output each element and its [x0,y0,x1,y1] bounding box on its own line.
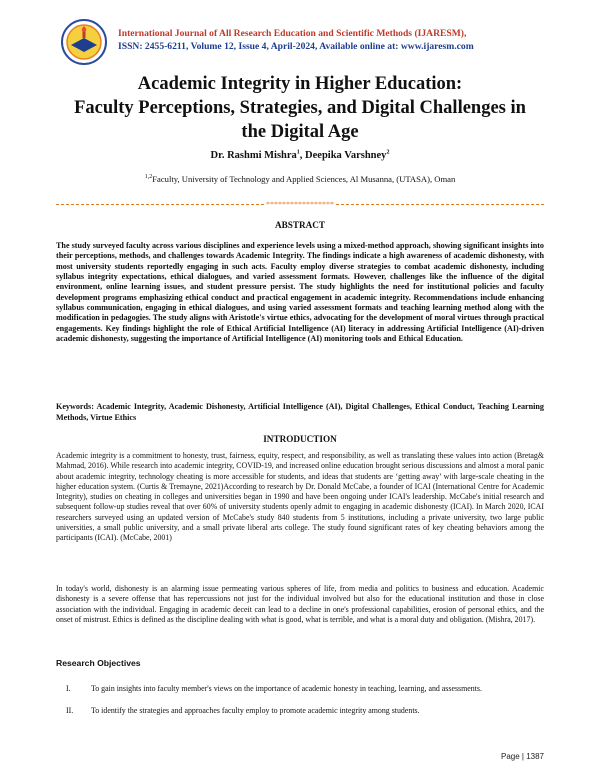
abstract-heading: ABSTRACT [274,220,326,230]
author-2: Deepika Varshney [305,150,387,161]
section-divider [56,200,544,208]
journal-logo [60,18,108,66]
objective-number: II. [66,706,74,715]
issn-text: ISSN: 2455-6211, Volume 12, Issue 4, April-2024, Available online at: [118,41,401,52]
objective-text: To gain insights into faculty member's views on the importance of academic honesty in teaching, learning, and assessments. [91,684,482,693]
introduction-paragraph-2: In today's world, dishonesty is an alarming issue permeating various spheres of life, from media and politics to business and education. Academic dishonesty is a severe offense that has repercussions not just for the individual involved but also for the educational institution and those in close association with the individual. Engaging in academic deceit can lead to a decline in one's professional capabilities, erosion of personal ethics, and the onset of mistrust. Ethics is defined as the discipline dealing with what is good, what is terrible, and what is a moral duty and obligation. (Mishra, 2017). [56,584,544,624]
author-1-superscript: 1 [296,149,300,156]
affiliation-superscript: 1,2 [144,174,153,181]
abstract-text: The study surveyed faculty across various disciplines and experience levels using a mixed-method approach, showing significant insights into their perceptions, methods, and challenges towards Academic Integrity. The findings indicate a high awareness of academic dishonesty, with most university students reportedly engaging in such acts. Faculty employ diverse strategies to combat academic dishonesty, including syllabus integrity expectations, ethical dialogues, and varied assessment formats. However, challenges like the influence of the digital environment, online learning issues, and student pressure persist. The study highlights the need for institutional policies and faculty development programs emphasizing ethical conduct and practical engagement in academic integrity. Recommendations include enhancing syllabus communication, engaging in ethical dialogues, and using varied assessment formats and teaching learning method along with the modification in pedagogies. The study aligns with Aristotle's virtue ethics, advocating for the development of moral virtues through practical engagements. Key findings highlight the role of Ethical Artificial Intelligence (AI) literacy in addressing Artificial Intelligence (AI)-driven academic dishonesty, suggesting the importance of Artificial Intelligence (AI) monitoring tools and Ethical Education. [56,241,544,344]
affiliation-text: Faculty, University of Technology and Applied Sciences, Al Musanna, (UTASA), Oman [152,174,456,184]
journal-name: International Journal of All Research Education and Scientific Methods (IJARESM), [118,28,467,39]
title-line-1: Academic Integrity in Higher Education: [137,74,463,94]
objective-item [56,684,544,706]
introduction-paragraph-1: Academic integrity is a commitment to honesty, trust, fairness, equity, respect, and responsibility, as well as translating these values into action (Bretag& Mahmad, 2016). While research into academic integrity, COVID-19, and increased online education brought serious discussions and almost a moral panic about academic integrity, technology cheating is more accessible for students, and ideas that students are ‘getting away’ with large-scale cheating in the higher education system. (Curtis & Tremayne, 2021)According to research by Dr. Donald McCabe, a founder of ICAI (International Centre for Academic Integrity), studies on cheating in colleges and universities began in 1990 and have been ongoing under ICAI's leadership. McCabe's initial research and subsequent follow-up studies reveal that over 60% of university students openly admit to engaging in academic dishonesty (ICAI). In March 2020, ICAI researchers surveyed using an updated version of McCabe's study 840 students from 5 institutions, including a private university, two large public universities, a small public university, and a small private liberal arts college. The study found significant rates of key cheating behaviors among the participants (ICAI). (McCabe, 2001) [56,451,544,543]
research-objectives-heading: Research Objectives [56,658,141,668]
keywords-paragraph [56,402,544,423]
author-2-superscript: 2 [386,149,390,156]
keywords-label: Keywords: [56,402,97,411]
objective-item [56,706,544,718]
title-line-3: the Digital Age [241,122,359,142]
divider-stars: ***************** [266,200,334,209]
author-separator: , [299,150,306,161]
affiliation-line [56,174,544,184]
page-number: Page | 1387 [500,752,544,761]
objective-number: I. [66,684,71,693]
introduction-heading: INTRODUCTION [263,434,337,444]
objective-text: To identify the strategies and approaches faculty employ to promote academic integrity among students. [91,706,420,715]
keywords-text: Academic Integrity, Academic Dishonesty, Artificial Intelligence (AI), Digital Challenges, Ethical Conduct, Teaching Learning Methods, Virtue Ethics [56,402,544,422]
title-line-2: Faculty Perceptions, Strategies, and Digital Challenges in [74,98,526,118]
journal-issn-line [118,40,474,53]
paper-title [56,72,544,144]
journal-url-link[interactable]: www.ijaresm.com [400,41,474,52]
journal-header [118,27,474,53]
authors-line [56,150,544,161]
author-1: Dr. Rashmi Mishra [210,150,297,161]
